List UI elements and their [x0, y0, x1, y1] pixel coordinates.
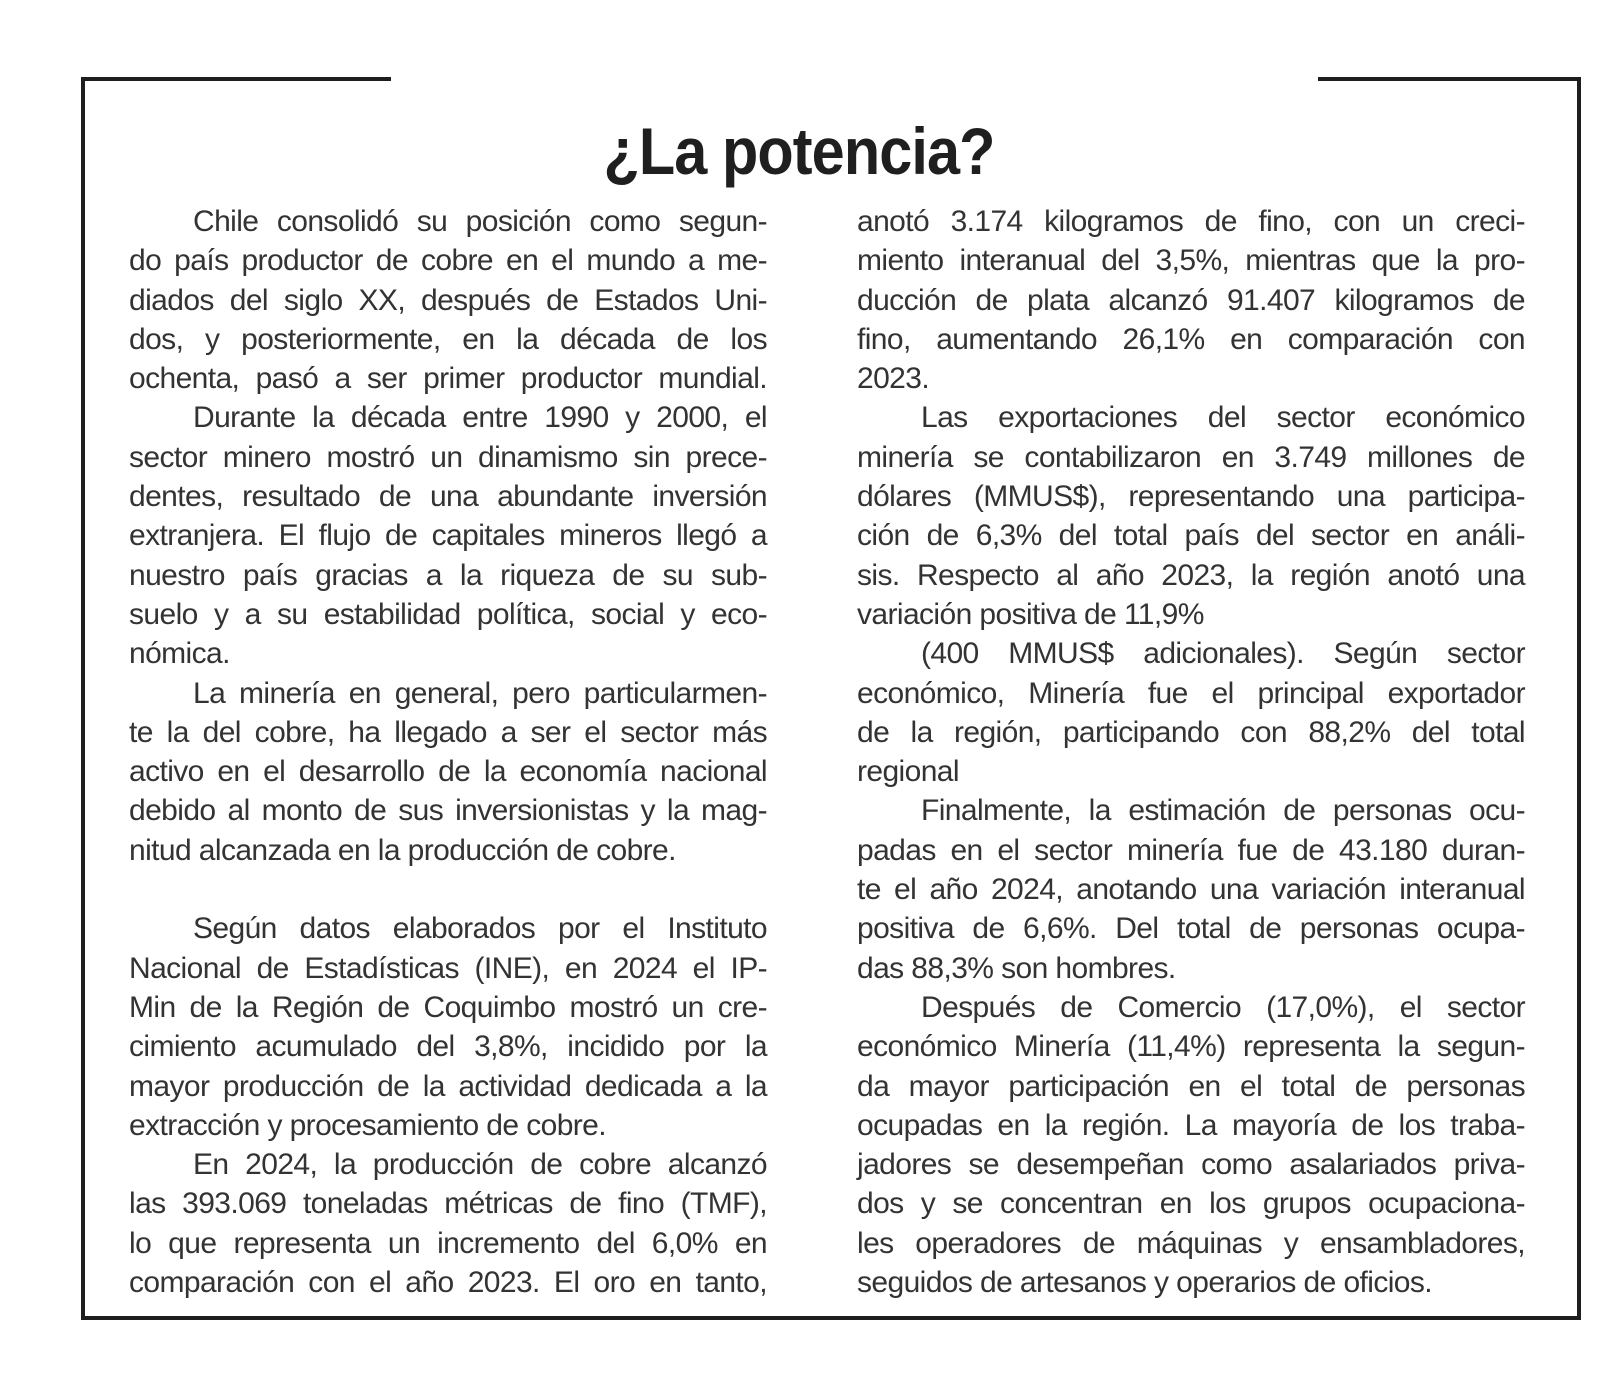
text-line: Las exportaciones del sector económico: [921, 401, 1525, 435]
text-line: debido al monto de sus inversionistas y la mag-: [129, 794, 767, 828]
text-line: (400 MMUS$ adicionales). Según sector: [921, 637, 1525, 671]
text-line: jadores se desempeñan como asalariados priva-: [857, 1148, 1525, 1182]
text-line: 2023.: [857, 362, 930, 396]
text-line: [129, 870, 767, 909]
left-column: [129, 202, 767, 1302]
text-line: mayor producción de la actividad dedicada a la: [129, 1069, 767, 1103]
text-line: dentes, resultado de una abundante inversión: [129, 480, 767, 514]
text-line: ción de 6,3% del total país del sector en análi-: [857, 519, 1525, 553]
article-title: ¿La potencia?: [603, 114, 995, 189]
text-line: Nacional de Estadísticas (INE), en 2024 el IP-: [129, 951, 767, 985]
frame-border-bottom: [81, 1316, 1581, 1320]
right-column: [857, 202, 1525, 1302]
text-line: ocupadas en la región. La mayoría de los traba-: [857, 1108, 1525, 1142]
text-line: seguidos de artesanos y operarios de oficios.: [857, 1266, 1433, 1300]
text-line: regional: [857, 755, 959, 789]
text-line: te el año 2024, anotando una variación interanual: [857, 873, 1525, 907]
text-line: Min de la Región de Coquimbo mostró un cre-: [129, 990, 767, 1024]
text-line: ochenta, pasó a ser primer productor mundial.: [129, 362, 767, 396]
text-line: nitud alcanzada en la producción de cobre.: [129, 833, 676, 867]
text-line: Finalmente, la estimación de personas ocu-: [921, 794, 1525, 828]
text-line: Según datos elaborados por el Instituto: [193, 912, 767, 946]
text-line: de la región, participando con 88,2% del total: [857, 715, 1525, 749]
text-line: económico Minería (11,4%) representa la segun-: [857, 1030, 1525, 1064]
text-line: dos y se concentran en los grupos ocupaciona-: [857, 1187, 1525, 1221]
text-line: sis. Respecto al año 2023, la región anotó una: [857, 558, 1525, 592]
text-line: fino, aumentando 26,1% en comparación con: [857, 322, 1525, 356]
text-line: variación positiva de 11,9%: [857, 597, 1204, 631]
text-line: dólares (MMUS$), representando una participa-: [857, 480, 1525, 514]
text-line: anotó 3.174 kilogramos de fino, con un creci-: [857, 205, 1525, 238]
text-line: nómica.: [129, 637, 230, 671]
text-line: diados del siglo XX, después de Estados Uni-: [129, 283, 767, 317]
text-line: Después de Comercio (17,0%), el sector: [921, 990, 1525, 1024]
text-line: extranjera. El flujo de capitales mineros llegó a: [129, 519, 767, 553]
text-line: Durante la década entre 1990 y 2000, el: [193, 401, 767, 435]
text-line: das 88,3% son hombres.: [857, 951, 1176, 985]
text-line: comparación con el año 2023. El oro en tanto,: [129, 1266, 767, 1300]
text-line: La minería en general, pero particularmen-: [193, 676, 767, 710]
text-line: ducción de plata alcanzó 91.407 kilogramos de: [857, 283, 1525, 317]
text-line: miento interanual del 3,5%, mientras que la pro-: [857, 244, 1525, 278]
text-line: extracción y procesamiento de cobre.: [129, 1108, 606, 1142]
text-line: te la del cobre, ha llegado a ser el sector más: [129, 715, 767, 749]
text-line: las 393.069 toneladas métricas de fino (TMF),: [129, 1187, 767, 1221]
text-line: dos, y posteriormente, en la década de los: [129, 322, 767, 356]
text-line: positiva de 6,6%. Del total de personas ocupa-: [857, 912, 1525, 946]
text-line: do país productor de cobre en el mundo a me-: [129, 244, 767, 278]
text-line: nuestro país gracias a la riqueza de su sub-: [129, 558, 767, 592]
text-line: les operadores de máquinas y ensambladores,: [857, 1226, 1525, 1260]
text-line: padas en el sector minería fue de 43.180 duran-: [857, 833, 1525, 867]
text-line: minería se contabilizaron en 3.749 millones de: [857, 440, 1525, 474]
text-line: da mayor participación en el total de personas: [857, 1069, 1525, 1103]
text-line: lo que representa un incremento del 6,0% en: [129, 1226, 767, 1260]
text-line: sector minero mostró un dinamismo sin prece-: [129, 440, 767, 474]
text-line: suelo y a su estabilidad política, social y eco-: [129, 597, 767, 631]
text-line: activo en el desarrollo de la economía nacional: [129, 755, 767, 789]
text-line: Chile consolidó su posición como segun-: [193, 205, 767, 238]
text-line: cimiento acumulado del 3,8%, incidido por la: [129, 1030, 767, 1064]
text-line: económico, Minería fue el principal exportador: [857, 676, 1525, 710]
text-line: En 2024, la producción de cobre alcanzó: [193, 1148, 767, 1182]
